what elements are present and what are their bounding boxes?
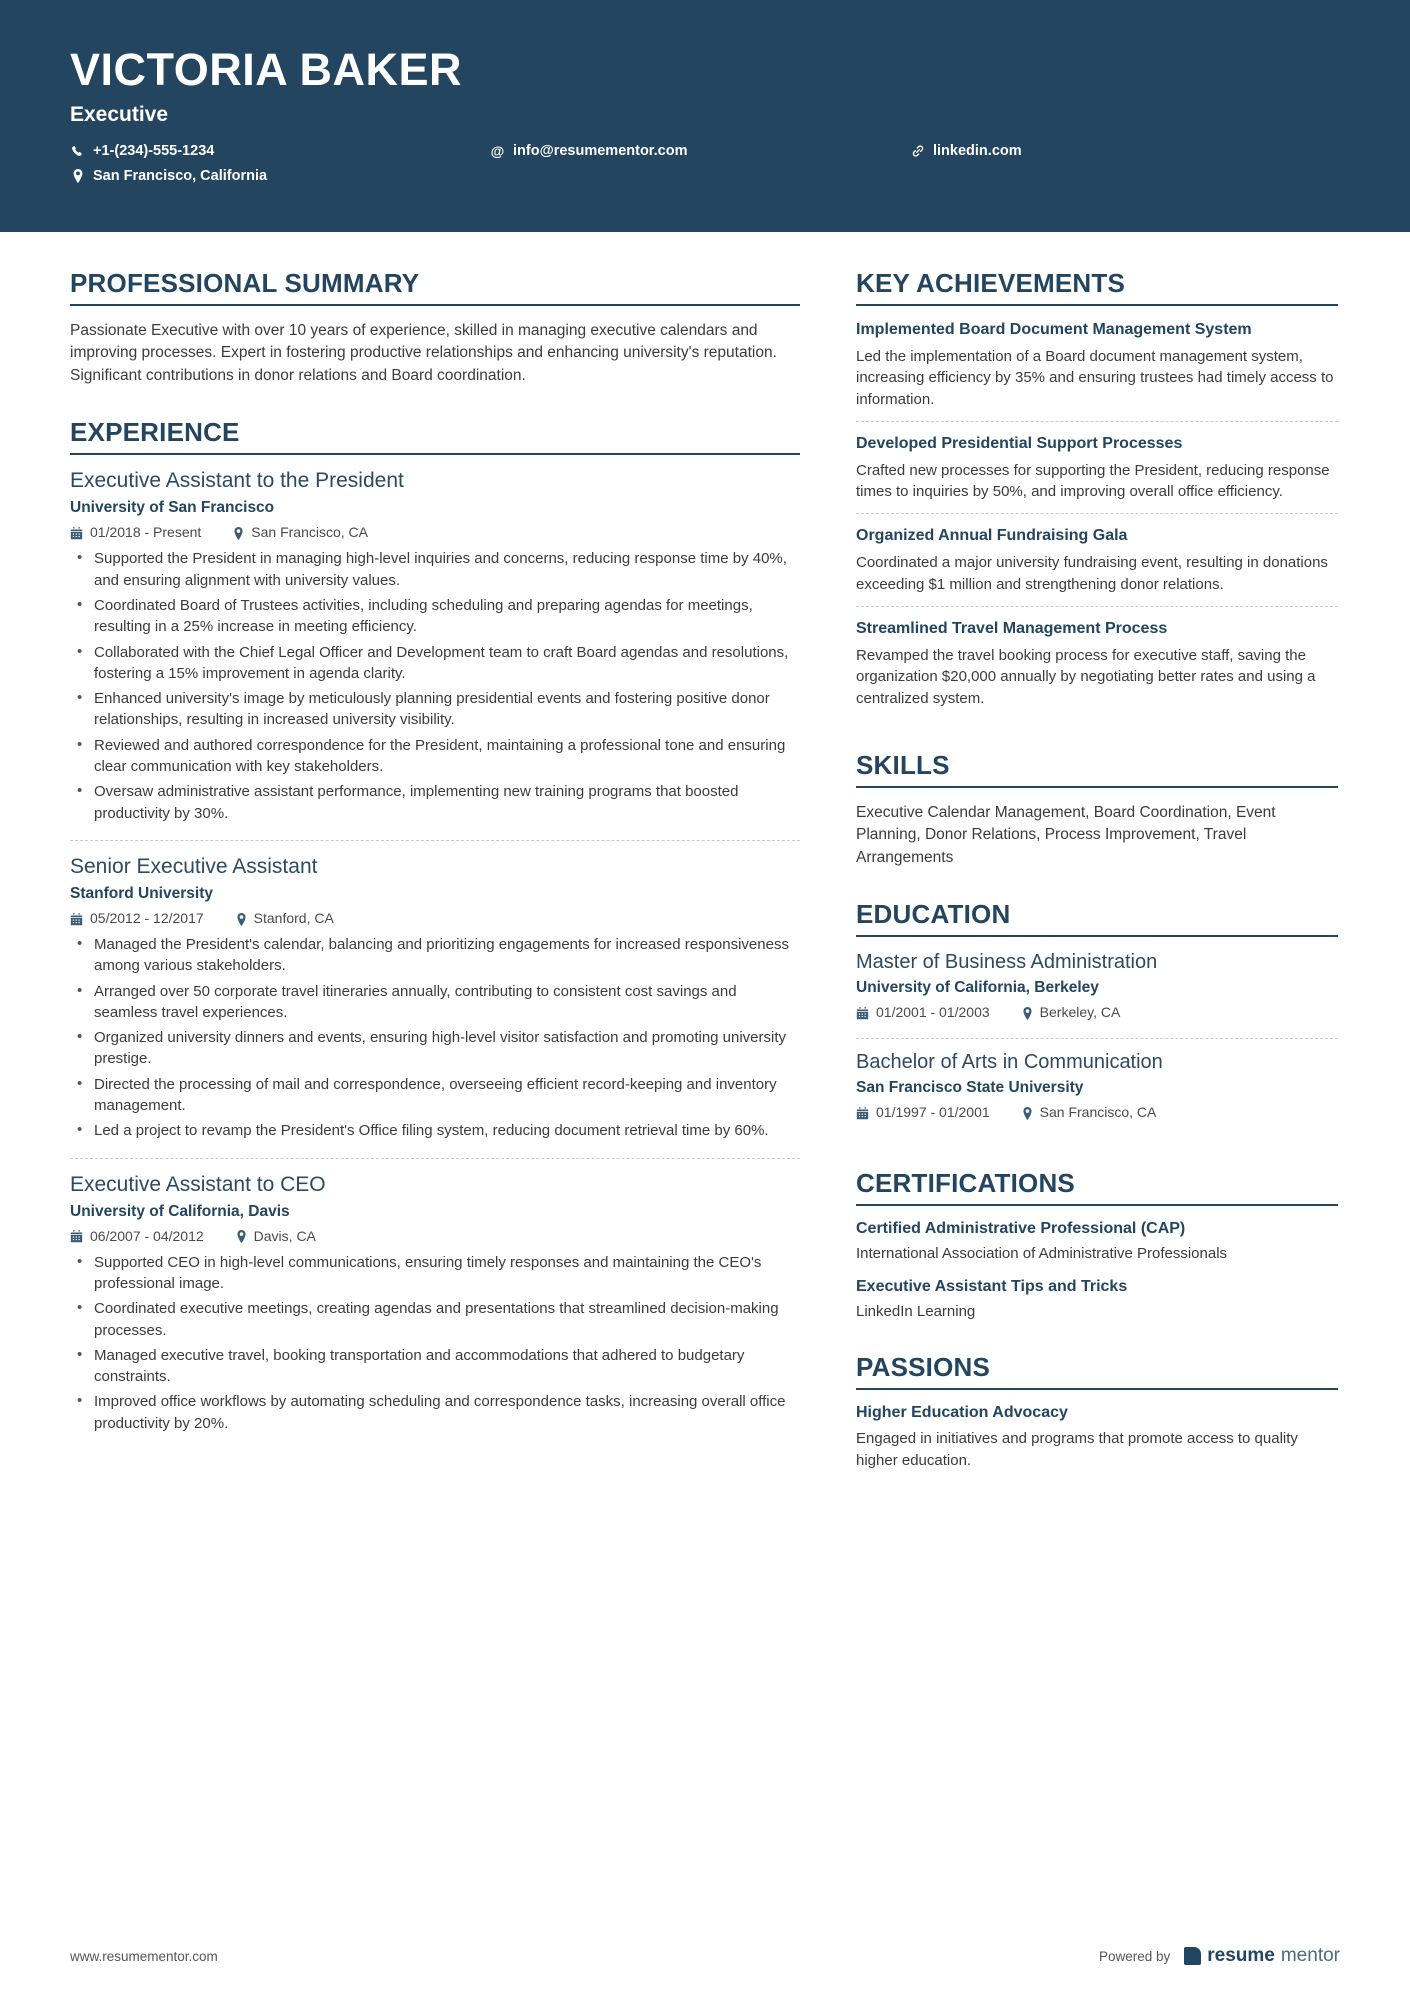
calendar-icon [70,1228,83,1244]
achievement-entry [856,526,1338,607]
section-title-experience: EXPERIENCE [70,417,800,455]
experience-meta [70,1228,800,1244]
education-dates-text: 01/2001 - 01/2003 [876,1004,990,1021]
resume-body [0,232,1410,1471]
contact-column-right [910,143,1340,168]
education-location-text: Berkeley, CA [1039,1004,1121,1021]
certification-issuer: LinkedIn Learning [856,1303,976,1321]
experience-location-text: Davis, CA [253,1227,316,1244]
experience-meta [70,910,800,926]
achievement-entry [856,320,1338,422]
experience-dates-text: 01/2018 - Present [90,524,202,541]
bullet-item: • Reviewed and authored correspondence for the President, maintaining a professional tone and ensuring clear communication with key stakeholders. [70,735,800,778]
section-title-skills: SKILLS [856,750,1338,788]
section-title-achievements: KEY ACHIEVEMENTS [856,268,1338,306]
resume-header [0,0,1410,232]
location-pin-icon [70,169,85,183]
experience-role: Senior Executive Assistant [70,854,318,878]
phone-icon [70,145,85,158]
contact-linkedin[interactable] [910,143,1340,159]
footer-branding [1099,1945,1340,1967]
passion-description: Engaged in initiatives and programs that promote access to quality higher education. [856,1430,1298,1469]
logo-text-second: mentor [1280,1945,1340,1966]
location-pin-icon [236,1228,247,1244]
achievement-description: Led the implementation of a Board document management system, increasing efficiency by 35% and ensuring trustees had timely access to information. [856,348,1334,408]
achievement-title: Organized Annual Fundraising Gala [856,527,1128,545]
location-pin-icon [233,524,244,540]
education-degree: Bachelor of Arts in Communication [856,1051,1163,1074]
experience-entry [70,469,800,841]
certification-title: Executive Assistant Tips and Tricks [856,1278,1128,1296]
experience-location-text: San Francisco, CA [251,524,369,541]
education-dates [856,1104,990,1120]
achievement-title: Implemented Board Document Management System [856,321,1252,338]
skills-text: Executive Calendar Management, Board Coordination, Event Planning, Donor Relations, Process Improvement, Travel Arrangements [856,803,1276,866]
footer-website-url[interactable]: www.resumementor.com [70,1948,218,1964]
education-location [1022,1104,1157,1120]
bullet-item: • Supported the President in managing high-level inquiries and concerns, reducing response time by 40%, and ensuring alignment with university values. [70,548,800,591]
location-pin-icon [1022,1104,1033,1120]
contact-phone [70,143,490,159]
experience-location [236,910,334,926]
contact-location-text: San Francisco, California [93,168,268,185]
achievement-title: Streamlined Travel Management Process [856,620,1168,638]
logo-text-first: resume [1207,1945,1275,1966]
education-location [1022,1004,1121,1020]
bullet-item: • Enhanced university's image by meticulously planning presidential events and fostering positive donor relationships, resulting in increased university visibility. [70,688,800,731]
achievement-title: Developed Presidential Support Processes [856,434,1183,452]
bullet-item: • Led a project to revamp the President's Office filing system, reducing document retrieval time by 60%. [70,1120,800,1141]
section-title-education: EDUCATION [856,899,1338,937]
achievement-entry [856,434,1338,515]
bullet-item: • Coordinated Board of Trustees activities, including scheduling and preparing agendas for meetings, resulting in a 25% increase in meeting efficiency. [70,595,800,638]
experience-location-text: Stanford, CA [253,909,334,926]
achievement-description: Coordinated a major university fundraising event, resulting in donations exceeding $1 million and strengthening donor relations. [856,554,1328,593]
experience-dates [70,524,201,540]
experience-organization: Stanford University [70,884,213,902]
bullet-item: • Managed executive travel, booking transportation and accommodations that adhered to budgetary constraints. [70,1345,800,1388]
bullet-item: • Oversaw administrative assistant performance, implementing new training programs that boosted productivity by 30%. [70,781,800,824]
candidate-job-title: Executive [70,103,169,127]
experience-dates-text: 05/2012 - 12/2017 [90,909,204,926]
education-meta [856,1104,1338,1120]
passion-title: Higher Education Advocacy [856,1404,1068,1422]
calendar-icon [856,1004,869,1020]
section-title-summary: PROFESSIONAL SUMMARY [70,268,800,306]
experience-meta [70,524,800,540]
section-title-passions: PASSIONS [856,1352,1338,1390]
experience-role: Executive Assistant to CEO [70,1172,326,1196]
calendar-icon [856,1104,869,1120]
experience-dates [70,1228,204,1244]
contact-linkedin-text: linkedin.com [933,143,1022,160]
right-column [856,268,1338,1471]
education-dates-text: 01/1997 - 01/2001 [876,1104,990,1121]
candidate-name: VICTORIA BAKER [70,44,463,95]
certification-issuer: International Association of Administrative Professionals [856,1245,1228,1263]
calendar-icon [70,524,83,540]
bullet-item: • Organized university dinners and events, ensuring high-level visitor satisfaction and promoting university prestige. [70,1027,800,1070]
passion-entry [856,1404,1338,1471]
summary-text: Passionate Executive with over 10 years of experience, skilled in managing executive calendars and improving processes. Expert in fostering productive relationships and enhancing university's reputation. Significant contributions in donor relations and Board coordination. [70,322,777,384]
bullet-item: • Improved office workflows by automating scheduling and correspondence tasks, increasing overall office productivity by 20%. [70,1391,800,1434]
experience-organization: University of San Francisco [70,499,275,517]
bullet-item: • Coordinated executive meetings, creating agendas and presentations that streamlined decision-making processes. [70,1298,800,1341]
experience-role: Executive Assistant to the President [70,469,404,493]
certification-entry [856,1278,1338,1322]
experience-bullets [70,934,800,1142]
achievement-description: Revamped the travel booking process for executive staff, saving the organization $20,000 annually by negotiating better rates and using a centralized system. [856,647,1316,707]
contact-column-left [70,143,490,193]
experience-dates-text: 06/2007 - 04/2012 [90,1227,204,1244]
bullet-item: • Managed the President's calendar, balancing and prioritizing engagements for increased responsiveness among various stakeholders. [70,934,800,977]
contact-row [70,143,1340,193]
education-school: University of California, Berkeley [856,979,1099,997]
education-degree: Master of Business Administration [856,951,1158,974]
left-column [70,268,800,1471]
powered-by-label: Powered by [1098,1948,1171,1964]
experience-location [236,1228,316,1244]
bullet-item: • Collaborated with the Chief Legal Officer and Development team to craft Board agendas and resolutions, fostering a 15% improvement in agenda clarity. [70,642,800,685]
certification-entry [856,1220,1338,1264]
link-icon [910,144,925,158]
location-pin-icon [1022,1004,1033,1020]
resumementor-logo [1184,1945,1340,1967]
contact-email[interactable] [490,143,910,159]
contact-phone-text: +1-(234)-555-1234 [93,143,215,160]
contact-column-middle [490,143,910,168]
section-title-certifications: CERTIFICATIONS [856,1168,1338,1206]
education-school: San Francisco State University [856,1079,1084,1097]
experience-location [233,524,368,540]
location-pin-icon [236,910,247,926]
logo-mark-icon [1184,1947,1201,1965]
education-entry [856,1051,1338,1138]
education-location-text: San Francisco, CA [1039,1104,1157,1121]
experience-bullets [70,1252,800,1434]
education-meta [856,1004,1338,1020]
contact-location [70,168,490,184]
education-entry [856,951,1338,1039]
education-dates [856,1004,990,1020]
experience-entry [70,1173,800,1450]
certification-title: Certified Administrative Professional (CAP) [856,1220,1186,1238]
achievement-entry [856,619,1338,720]
experience-organization: University of California, Davis [70,1202,290,1220]
calendar-icon [70,910,83,926]
contact-email-text: info@resumementor.com [513,143,688,160]
bullet-item: • Arranged over 50 corporate travel itineraries annually, contributing to consistent cost savings and seamless travel experiences. [70,981,800,1024]
achievement-description: Crafted new processes for supporting the President, reducing response times to inquiries by 50%, and improving overall office efficiency. [856,461,1330,501]
at-sign-icon: @ [490,143,505,160]
resume-footer [0,1945,1410,1995]
experience-entry [70,855,800,1159]
bullet-item: • Directed the processing of mail and correspondence, overseeing efficient record-keeping and inventory management. [70,1074,800,1117]
experience-dates [70,910,204,926]
bullet-item: • Supported CEO in high-level communications, ensuring timely responses and maintaining the CEO's professional image. [70,1252,800,1295]
experience-bullets [70,548,800,824]
